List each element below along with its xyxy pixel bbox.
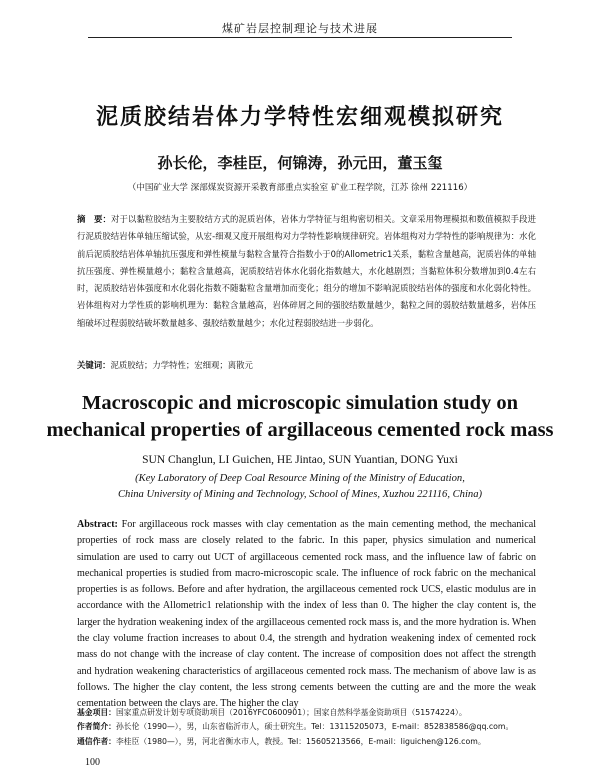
footnote-author-text: 孙长伦（1990—），男，山东省临沂市人，硕士研究生。Tel：13115205073，E-mail：852838586@qq.com。 (115, 722, 514, 732)
english-affiliation-line-1: (Key Laboratory of Deep Coal Resource Mining of the Ministry of Education, (135, 473, 465, 484)
footnote-fund (77, 706, 547, 720)
footnote-corresponding-label: 通信作者： (77, 736, 116, 746)
english-title-line-1: Macroscopic and microscopic simulation study on (81, 392, 519, 414)
chinese-title: 泥质胶结岩体力学特性宏细观模拟研究 (95, 104, 504, 130)
running-header: 煤矿岩层控制理论与技术进展 (222, 22, 378, 35)
chinese-keywords-text: 泥质胶结；力学特性；宏细观；离散元 (110, 360, 253, 370)
english-authors: SUN Changlun, LI Guichen, HE Jintao, SUN Yuantian, DONG Yuxi (142, 454, 458, 466)
english-title-line-2: mechanical properties of argillaceous cemented rock mass (46, 419, 554, 441)
english-abstract (77, 517, 536, 713)
footnote-corresponding (77, 735, 547, 749)
footnote-fund-text: 国家重点研发计划专项资助项目（2016YFC0600901）；国家自然科学基金资助项目（51574224）。 (115, 708, 467, 717)
footnote-fund-label: 基金项目： (77, 708, 116, 717)
chinese-abstract-text: 对于以黏粒胶结为主要胶结方式的泥质岩体，岩体力学特征与组构密切相关。文章采用物理模拟和数值模拟手段进行泥质胶结岩体单轴压缩试验，从宏-细观又度开展组构对力学特性影响规律研究。岩体组构对力学特性的影响规律为：水化前后泥质胶结岩体单轴抗压强度和弹性模量与黏粒含量符合指数小于0的Allometric1关系，黏粒含量越高，泥质岩体的单轴抗压强度、弹性模量越小；黏粒含量越高，泥质胶结岩体水化弱化指数越大，水化越剧烈；当黏粒体积分数增加到0.4左右时，泥质胶结岩体强度和水化弱化指数不随黏粒含量增加而变化；组分的增加不影响泥质胶结岩体的强度和水化弱化特性。岩体组构对力学性质的影响机理为：黏粒含量越高，岩体碎屑之间的强胶结数量越少，黏粒之间的弱胶结数量越多，岩体压缩破坏过程弱胶结破坏数量越多、强胶结数量越少；水化过程弱胶结进一步弱化。 (77, 214, 537, 328)
footnote-author-label: 作者简介： (77, 722, 116, 732)
header-rule (88, 37, 512, 38)
chinese-keywords-label: 关键词： (77, 360, 111, 370)
chinese-affiliation: （中国矿业大学 深部煤炭资源开采教育部重点实验室 矿业工程学院，江苏 徐州 221116） (127, 183, 473, 193)
chinese-abstract-label: 摘 要： (77, 214, 112, 224)
chinese-authors: 孙长伦，李桂臣，何锦涛，孙元田，董玉玺 (157, 154, 443, 172)
english-abstract-text: For argillaceous rock masses with clay cementation as the main cementing method, the mechanical properties of rock mass are closely related to the fabric. In this paper, physics simulation and numerical simulation are used to carry out UCT of argillaceous cemented rock mass, and the influence law of fabric on mechanical properties is studied from macro-microscopic scale. The influence of rock fabric on the mechanical properties is as follows. Before and after hydration, the argillaceous cemented rock UCS, elastic modulus are in accordance with the Allometric1 relationship with the index of less than 0. The higher the clay content is, the larger the hydration weakening index of the argillaceous cemented rock mass is, and the more hydration is. When the clay volume fraction increases to about 0.4, the strength and hydration weakening index of cemented rock mass do not change with the increase of clay content. The increase of composition does not affect the strength and hydration weakening characteristics of argillaceous cemented rock mass. The mechanism of above law is as follows. The higher the clay content, the less strong cements between the cutting are and the more the weak cementation between the clays are. The higher the clay (77, 519, 536, 710)
english-title (0, 390, 600, 444)
chinese-keywords (77, 357, 536, 373)
footnotes (77, 706, 547, 749)
footnote-corresponding-text: 李桂臣（1980—），男，河北省衡水市人，教授。Tel：15605213566，E-mail：liguichen@126.com。 (115, 736, 486, 746)
english-affiliation-line-2: China University of Mining and Technology, School of Mines, Xuzhou 221116, China) (117, 489, 483, 500)
chinese-abstract (77, 211, 536, 332)
english-abstract-label: Abstract: (77, 519, 118, 530)
page-number: 100 (85, 757, 100, 768)
footnote-author (77, 720, 547, 734)
